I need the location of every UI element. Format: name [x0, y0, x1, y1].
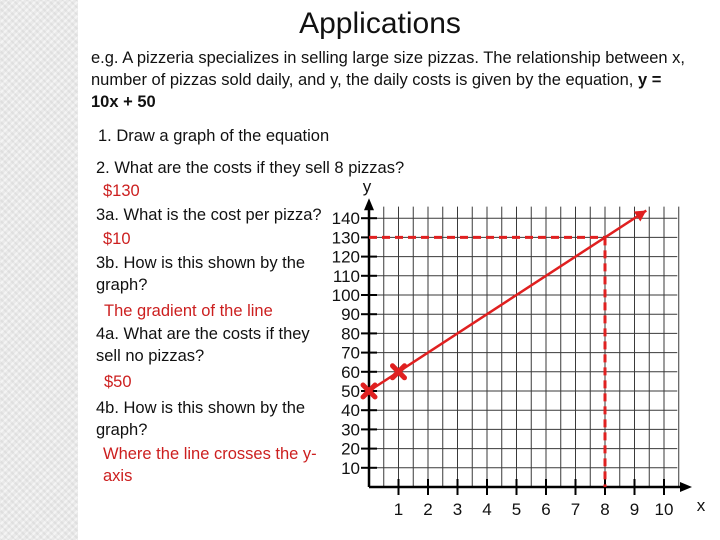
equation: y = 10x + 50	[91, 71, 662, 111]
answer-3a: $10	[103, 230, 131, 248]
y-tick-label: 120	[331, 247, 360, 267]
y-tick-label: 140	[331, 209, 360, 229]
y-axis-label: y	[362, 177, 372, 197]
y-tick-label: 70	[341, 343, 360, 363]
x-tick-label: 8	[600, 500, 610, 519]
x-tick-label: 6	[541, 500, 551, 519]
page-title: Applications	[299, 7, 461, 40]
question-3a: 3a. What is the cost per pizza?	[96, 206, 322, 224]
question-2: 2. What are the costs if they sell 8 pizzas?	[96, 159, 405, 177]
y-tick-label: 130	[331, 228, 360, 248]
y-tick-label: 100	[331, 286, 360, 305]
answer-4b: Where the line crosses the y-axis	[103, 445, 317, 485]
x-tick-label: 5	[511, 500, 522, 519]
y-tick-label: 20	[341, 439, 360, 459]
y-tick-label: 10	[341, 458, 360, 478]
x-axis-label: x	[696, 496, 706, 515]
y-tick-label: 60	[341, 362, 360, 382]
x-tick-label: 7	[570, 500, 581, 519]
x-tick-label: 9	[629, 500, 640, 519]
y-tick-label: 40	[341, 401, 360, 421]
x-axis-arrow	[680, 482, 692, 492]
x-tick-label: 4	[482, 500, 492, 519]
x-tick-label: 2	[423, 500, 433, 519]
x-tick-label: 10	[654, 500, 674, 519]
y-tick-label: 50	[341, 382, 360, 401]
answer-2: $130	[103, 182, 140, 200]
y-tick-label: 30	[341, 420, 360, 440]
answer-4a: $50	[104, 373, 132, 391]
y-tick-label: 80	[341, 324, 360, 344]
question-4a: 4a. What are the costs if they sell no pizzas?	[96, 325, 310, 365]
question-1: 1. Draw a graph of the equation	[98, 127, 330, 145]
y-tick-label: 110	[332, 266, 360, 286]
x-tick-label: 3	[452, 500, 463, 519]
question-3b: 3b. How is this shown by the graph?	[96, 254, 306, 294]
problem-text: e.g. A pizzeria specializes in selling large size pizzas. The relationship between x, number of pizzas sold daily, and y, the daily costs is given by the equation,	[91, 49, 686, 89]
y-tick-label: 90	[341, 305, 360, 325]
x-tick-label: 1	[393, 500, 404, 519]
question-4b: 4b. How is this shown by the graph?	[96, 399, 306, 439]
y-axis-arrow	[364, 198, 374, 210]
answer-3b: The gradient of the line	[104, 302, 273, 320]
